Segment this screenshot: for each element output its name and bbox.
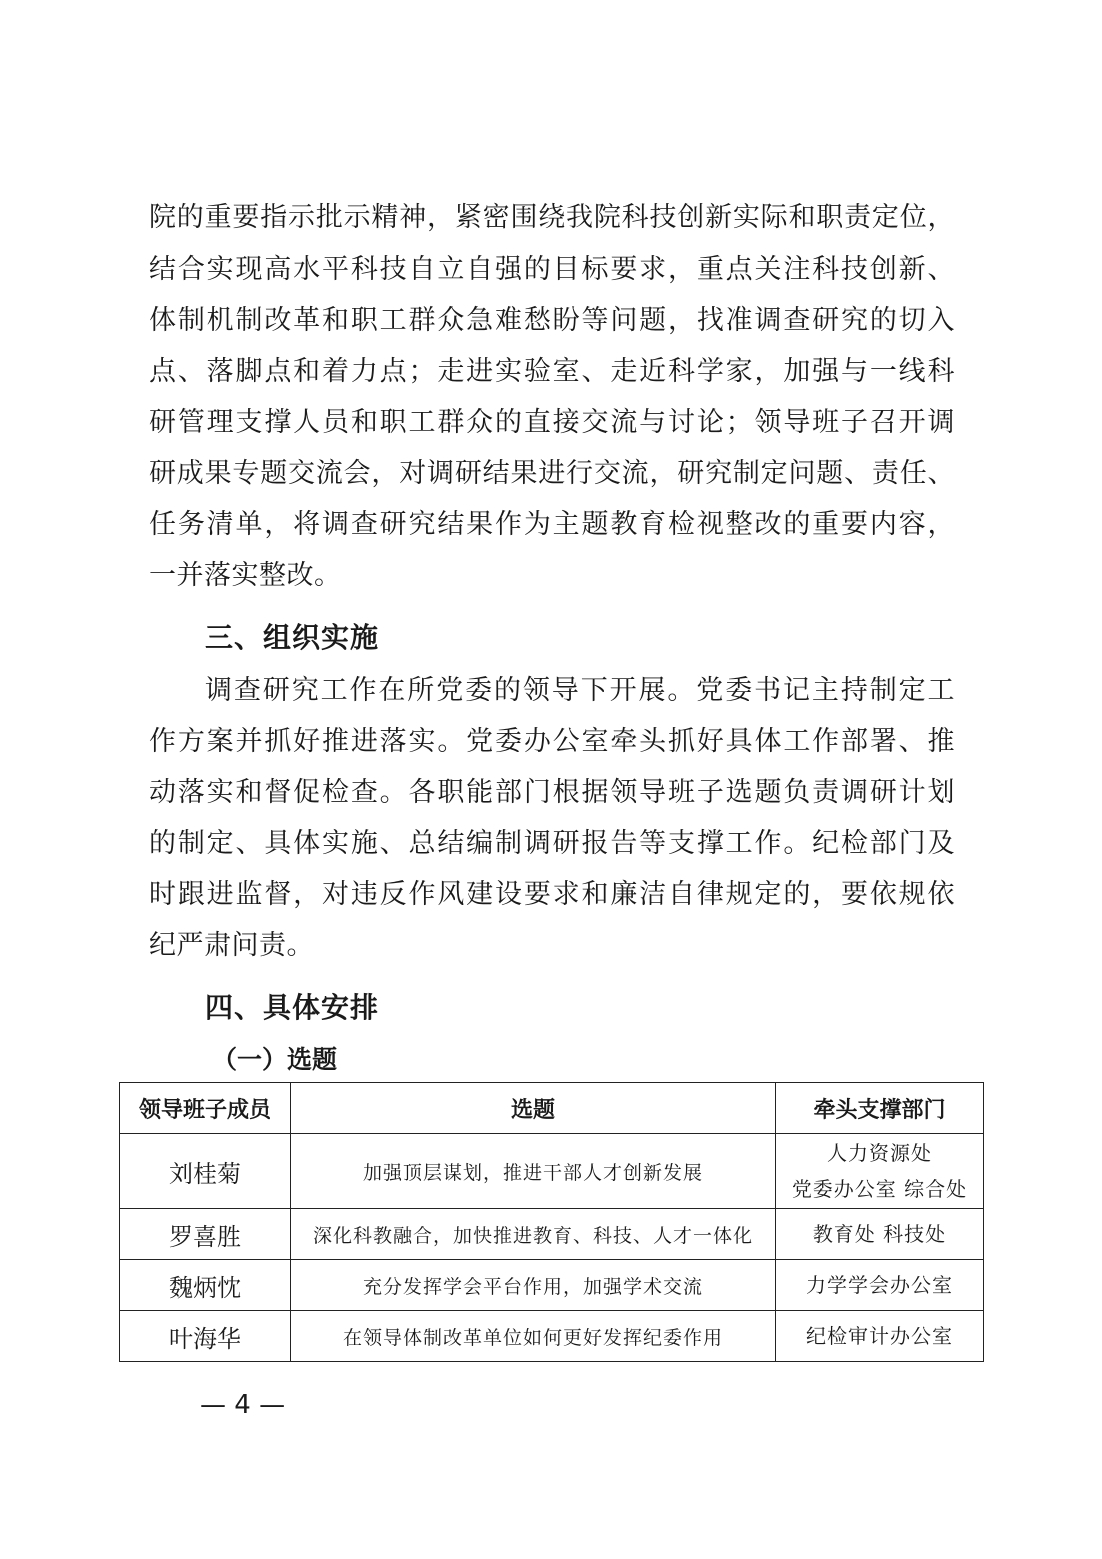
table-row: [120, 1209, 984, 1260]
paragraph-line: 点、落脚点和着力点；走进实验室、走近科学家，加强与一线科: [149, 356, 955, 387]
dept-line: 人力资源处: [827, 1141, 932, 1165]
paragraph-line: 院的重要指示批示精神，紧密围绕我院科技创新实际和职责定位，: [149, 202, 955, 233]
paragraph-line: 纪严肃问责。: [149, 930, 314, 961]
section-heading: 三、组织实施: [205, 621, 380, 654]
subsection-heading: （一）选题: [212, 1045, 338, 1074]
dept-cell: 力学学会办公室: [776, 1260, 984, 1311]
paragraph-line: 结合实现高水平科技自立自强的目标要求，重点关注科技创新、: [149, 254, 955, 285]
paragraph-line: 动落实和督促检查。各职能部门根据领导班子选题负责调研计划: [149, 777, 955, 808]
dept-line: 党委办公室 综合处: [791, 1177, 968, 1201]
member-cell: 刘桂菊: [120, 1134, 291, 1209]
table-row: [120, 1134, 984, 1209]
table-row: [120, 1260, 984, 1311]
member-cell: 叶海华: [120, 1311, 291, 1362]
topic-cell: 加强顶层谋划，推进干部人才创新发展: [291, 1134, 776, 1209]
paragraph-line: 研成果专题交流会，对调研结果进行交流，研究制定问题、责任、: [149, 458, 955, 489]
paragraph-line: 的制定、具体实施、总结编制调研报告等支撑工作。纪检部门及: [149, 828, 955, 859]
column-header-member: 领导班子成员: [120, 1083, 291, 1134]
member-cell: 魏炳忱: [120, 1260, 291, 1311]
paragraph-line: 体制机制改革和职工群众急难愁盼等问题，找准调查研究的切入: [149, 305, 955, 336]
page-number: — 4 —: [200, 1390, 286, 1420]
paragraph-line: 研管理支撑人员和职工群众的直接交流与讨论；领导班子召开调: [149, 407, 955, 438]
dept-cell: 教育处 科技处: [776, 1209, 984, 1260]
paragraph-line: 作方案并抓好推进落实。党委办公室牵头抓好具体工作部署、推: [149, 726, 955, 757]
table-row: [120, 1311, 984, 1362]
column-header-dept: 牵头支撑部门: [776, 1083, 984, 1134]
paragraph-line: 任务清单，将调查研究结果作为主题教育检视整改的重要内容，: [149, 509, 955, 540]
column-header-topic: 选题: [291, 1083, 776, 1134]
table-header-row: [120, 1083, 984, 1134]
topic-cell: 在领导体制改革单位如何更好发挥纪委作用: [291, 1311, 776, 1362]
paragraph-line: 调查研究工作在所党委的领导下开展。党委书记主持制定工: [205, 675, 955, 706]
member-cell: 罗喜胜: [120, 1209, 291, 1260]
paragraph-line: 时跟进监督，对违反作风建设要求和廉洁自律规定的，要依规依: [149, 879, 955, 910]
topic-cell: 充分发挥学会平台作用，加强学术交流: [291, 1260, 776, 1311]
topics-table: [119, 1082, 984, 1362]
section-heading: 四、具体安排: [205, 991, 380, 1024]
dept-cell: [776, 1134, 984, 1209]
paragraph-line: 一并落实整改。: [149, 560, 342, 591]
topic-cell: 深化科教融合，加快推进教育、科技、人才一体化: [291, 1209, 776, 1260]
dept-cell: 纪检审计办公室: [776, 1311, 984, 1362]
